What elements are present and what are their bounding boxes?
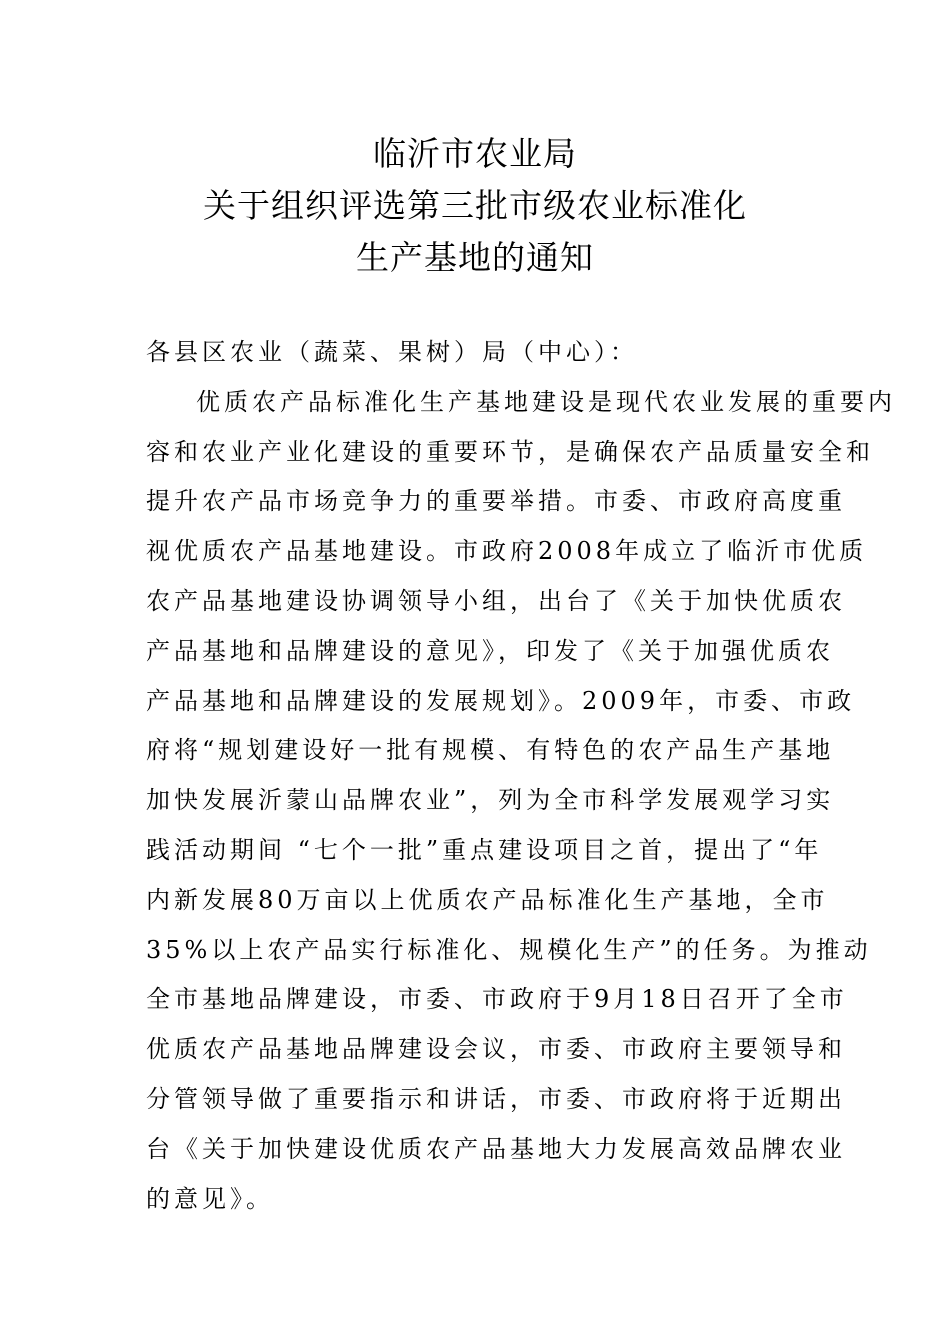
salutation: 各县区农业（蔬菜、果树）局（中心）： xyxy=(146,338,638,366)
paragraph-line: 全市基地品牌建设，市委、市政府于9月18日召开了全市 xyxy=(146,985,848,1014)
paragraph-line: 产品基地和品牌建设的意见》，印发了《关于加强优质农 xyxy=(146,636,834,665)
paragraph-line: 台《关于加快建设优质农产品基地大力发展高效品牌农业 xyxy=(146,1134,846,1163)
paragraph-line: 优质农产品标准化生产基地建设是现代农业发展的重要内 xyxy=(196,387,896,416)
paragraph-line: 视优质农产品基地建设。市政府2008年成立了临沂市优质 xyxy=(146,537,868,566)
paragraph-line: 农产品基地建设协调领导小组，出台了《关于加快优质农 xyxy=(146,586,846,615)
paragraph-line: 提升农产品市场竞争力的重要举措。市委、市政府高度重 xyxy=(146,487,846,516)
title-line-3: 生产基地的通知 xyxy=(356,238,594,277)
paragraph-line: 践活动期间 “七个一批”重点建设项目之首，提出了“年 xyxy=(146,835,823,864)
title-line-2: 关于组织评选第三批市级农业标准化 xyxy=(203,186,747,225)
paragraph-line: 加快发展沂蒙山品牌农业”，列为全市科学发展观学习实 xyxy=(146,786,835,815)
paragraph-line: 的意见》。 xyxy=(146,1184,274,1213)
paragraph-line: 优质农产品基地品牌建设会议，市委、市政府主要领导和 xyxy=(146,1035,846,1064)
title-line-1: 临沂市农业局 xyxy=(373,134,577,173)
paragraph-line: 产品基地和品牌建设的发展规划》。2009年，市委、市政 xyxy=(146,686,856,715)
paragraph-line: 容和农业产业化建设的重要环节，是确保农产品质量安全和 xyxy=(146,437,874,466)
paragraph-line: 35%以上农产品实行标准化、规模化生产”的任务。为推动 xyxy=(146,935,872,964)
document-body xyxy=(146,328,896,1224)
paragraph-line: 分管领导做了重要指示和讲话，市委、市政府将于近期出 xyxy=(146,1084,846,1113)
paragraph-line: 府将“规划建设好一批有规模、有特色的农产品生产基地 xyxy=(146,736,835,765)
paragraph-line: 内新发展80万亩以上优质农产品标准化生产基地，全市 xyxy=(146,885,829,914)
document-title xyxy=(0,128,950,284)
